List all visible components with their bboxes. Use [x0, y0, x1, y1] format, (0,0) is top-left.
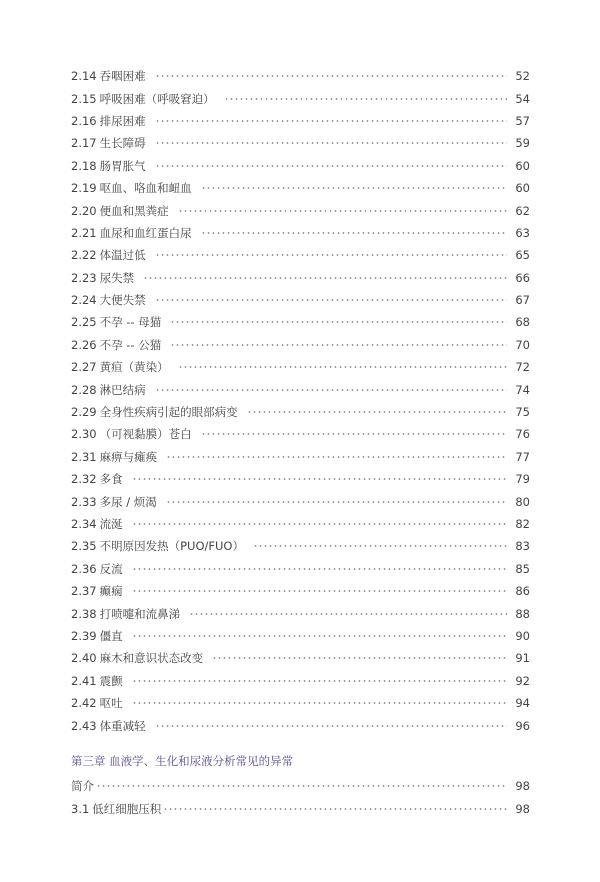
entry-title: 呕血、咯血和衄血	[99, 181, 192, 196]
entry-title: 尿失禁	[99, 270, 135, 285]
dot-leader	[155, 725, 507, 727]
entry-number: 2.32	[71, 472, 97, 487]
entry-page-number: 59	[515, 136, 530, 151]
dot-leader	[189, 613, 507, 615]
dot-leader	[170, 344, 507, 346]
dot-leader	[155, 120, 507, 122]
entry-page-number: 75	[515, 405, 530, 420]
chapter-toc-list	[71, 775, 530, 820]
toc-entry[interactable]	[71, 222, 530, 244]
toc-entry[interactable]	[71, 558, 530, 580]
dot-leader	[166, 501, 507, 503]
entry-title: 低红细胞压积	[92, 801, 162, 816]
dot-leader	[155, 389, 507, 391]
entry-page-number: 62	[515, 203, 530, 218]
toc-entry[interactable]	[71, 625, 530, 647]
entry-title: 淋巴结病	[99, 382, 146, 397]
entry-page-number: 90	[515, 628, 530, 643]
entry-page-number: 79	[515, 472, 530, 487]
entry-title: 多尿 / 烦渴	[99, 494, 157, 509]
entry-number: 2.29	[71, 405, 97, 420]
dot-leader	[212, 657, 507, 659]
entry-title: 血尿和血红蛋白尿	[99, 225, 192, 240]
dot-leader	[247, 411, 507, 413]
entry-page-number: 77	[515, 449, 530, 464]
toc-entry[interactable]	[71, 468, 530, 490]
entry-title: 全身性疾病引起的眼部病变	[99, 405, 238, 420]
entry-number: 2.23	[71, 270, 97, 285]
entry-number: 2.14	[71, 69, 97, 84]
toc-entry[interactable]	[71, 602, 530, 624]
entry-number: 2.31	[71, 449, 97, 464]
dot-leader	[132, 702, 507, 704]
entry-title: 流涎	[99, 517, 123, 531]
entry-number: 2.30	[71, 427, 97, 442]
toc-entry[interactable]	[71, 289, 530, 311]
entry-title: 多食	[99, 472, 123, 487]
entry-number: 2.25	[71, 315, 97, 330]
dot-leader	[155, 254, 507, 256]
entry-page-number: 98	[515, 801, 530, 816]
entry-page-number: 52	[515, 69, 530, 84]
entry-number: 2.20	[71, 203, 97, 218]
dot-leader	[132, 590, 507, 592]
entry-title: 麻木和意识状态改变	[99, 651, 204, 666]
entry-page-number: 83	[515, 539, 530, 554]
entry-title: 大便失禁	[99, 293, 146, 308]
entry-number: 2.17	[71, 136, 97, 151]
dot-leader	[96, 785, 507, 787]
entry-title: 癫痫	[99, 584, 123, 599]
entry-number: 2.16	[71, 113, 97, 128]
dot-leader	[155, 165, 507, 167]
entry-number: 2.36	[71, 561, 97, 576]
toc-entry[interactable]	[71, 110, 530, 132]
entry-number: 2.38	[71, 606, 97, 621]
entry-page-number: 74	[515, 382, 530, 397]
entry-page-number: 80	[515, 494, 530, 509]
entry-number: 2.24	[71, 293, 97, 308]
dot-leader	[178, 210, 507, 212]
dot-leader	[201, 232, 507, 234]
toc-entry[interactable]	[71, 535, 530, 557]
entry-page-number: 76	[515, 427, 530, 442]
dot-leader	[201, 433, 507, 435]
entry-title: 不孕 -- 公猫	[99, 337, 162, 352]
toc-entry[interactable]	[71, 513, 530, 535]
entry-page-number: 67	[515, 293, 530, 308]
toc-entry[interactable]	[71, 775, 530, 797]
entry-page-number: 63	[515, 225, 530, 240]
entry-page-number: 82	[515, 517, 530, 531]
dot-leader	[143, 277, 507, 279]
entry-number: 2.34	[71, 517, 97, 531]
entry-title: 体温过低	[99, 248, 146, 263]
entry-page-number: 98	[515, 779, 530, 794]
entry-title: 呕吐	[99, 696, 123, 711]
dot-leader	[253, 545, 507, 547]
dot-leader	[224, 98, 507, 100]
entry-number: 3.1	[71, 801, 90, 816]
entry-page-number: 70	[515, 337, 530, 352]
toc-entry[interactable]	[71, 334, 530, 356]
dot-leader	[163, 808, 507, 810]
entry-number: 2.19	[71, 181, 97, 196]
entry-number: 2.15	[71, 91, 97, 106]
toc-entry[interactable]	[71, 132, 530, 154]
entry-page-number: 92	[515, 673, 530, 688]
toc-entry[interactable]	[71, 797, 530, 819]
dot-leader	[132, 635, 507, 637]
toc-entry[interactable]	[71, 155, 530, 177]
entry-page-number: 91	[515, 651, 530, 666]
entry-title: 黄疸（黄染）	[99, 360, 169, 375]
entry-page-number: 96	[515, 718, 530, 733]
dot-leader	[132, 478, 507, 480]
entry-title: 吞咽困难	[99, 69, 146, 84]
toc-list	[71, 65, 530, 737]
dot-leader	[166, 456, 507, 458]
toc-entry[interactable]	[71, 692, 530, 714]
entry-page-number: 54	[515, 91, 530, 106]
entry-number: 2.40	[71, 651, 97, 666]
entry-title: 麻痹与瘫痪	[99, 449, 158, 464]
toc-entry[interactable]	[71, 670, 530, 692]
toc-entry[interactable]	[71, 490, 530, 512]
entry-number: 2.22	[71, 248, 97, 263]
entry-title: 僵直	[99, 628, 123, 643]
entry-page-number: 72	[515, 360, 530, 375]
entry-number: 2.28	[71, 382, 97, 397]
toc-entry[interactable]	[71, 199, 530, 221]
entry-page-number: 94	[515, 696, 530, 711]
dot-leader	[201, 187, 507, 189]
toc-entry[interactable]	[71, 401, 530, 423]
entry-number: 2.27	[71, 360, 97, 375]
entry-page-number: 57	[515, 113, 530, 128]
entry-number: 2.35	[71, 539, 97, 554]
entry-title: 打喷嚏和流鼻涕	[99, 606, 181, 621]
toc-entry[interactable]	[71, 65, 530, 87]
entry-page-number: 65	[515, 248, 530, 263]
entry-page-number: 86	[515, 584, 530, 599]
dot-leader	[178, 366, 507, 368]
entry-page-number: 60	[515, 158, 530, 173]
entry-page-number: 66	[515, 270, 530, 285]
toc-entry[interactable]	[71, 446, 530, 468]
toc-entry[interactable]	[71, 244, 530, 266]
entry-title: 震颤	[99, 673, 123, 688]
entry-number: 2.43	[71, 718, 97, 733]
dot-leader	[132, 568, 507, 570]
entry-title: 便血和黑粪症	[99, 203, 169, 218]
entry-title: 不明原因发热（PUO/FUO）	[99, 539, 244, 554]
toc-entry[interactable]	[71, 311, 530, 333]
entry-number: 2.26	[71, 337, 97, 352]
entry-title: （可视黏膜）苍白	[99, 427, 192, 442]
entry-number: 2.42	[71, 696, 97, 711]
entry-number: 2.21	[71, 225, 97, 240]
toc-entry[interactable]	[71, 177, 530, 199]
entry-title: 生长障碍	[99, 136, 146, 151]
toc-entry[interactable]	[71, 267, 530, 289]
entry-title: 肠胃胀气	[99, 158, 146, 173]
entry-number: 2.41	[71, 673, 97, 688]
toc-entry[interactable]	[71, 647, 530, 669]
toc-entry[interactable]	[71, 87, 530, 109]
dot-leader	[170, 321, 507, 323]
dot-leader	[132, 680, 507, 682]
toc-entry[interactable]	[71, 378, 530, 400]
entry-page-number: 85	[515, 561, 530, 576]
entry-page-number: 88	[515, 606, 530, 621]
toc-entry[interactable]	[71, 714, 530, 736]
entry-number: 2.39	[71, 628, 97, 643]
entry-title: 反流	[99, 561, 123, 576]
toc-entry[interactable]	[71, 356, 530, 378]
toc-entry[interactable]	[71, 580, 530, 602]
chapter-heading: 第三章 血液学、生化和尿液分析常见的异常	[71, 754, 294, 768]
toc-entry[interactable]	[71, 423, 530, 445]
dot-leader	[155, 75, 507, 77]
entry-title: 体重减轻	[99, 718, 146, 733]
entry-title: 呼吸困难（呼吸窘迫）	[99, 91, 215, 106]
dot-leader	[132, 523, 507, 525]
dot-leader	[155, 142, 507, 144]
entry-number: 2.37	[71, 584, 97, 599]
entry-title: 不孕 -- 母猫	[99, 315, 162, 330]
entry-number: 2.33	[71, 494, 97, 509]
dot-leader	[155, 299, 507, 301]
entry-page-number: 68	[515, 315, 530, 330]
entry-title: 排尿困难	[99, 113, 146, 128]
entry-number: 2.18	[71, 158, 97, 173]
entry-title: 简介	[71, 779, 94, 794]
entry-page-number: 60	[515, 181, 530, 196]
